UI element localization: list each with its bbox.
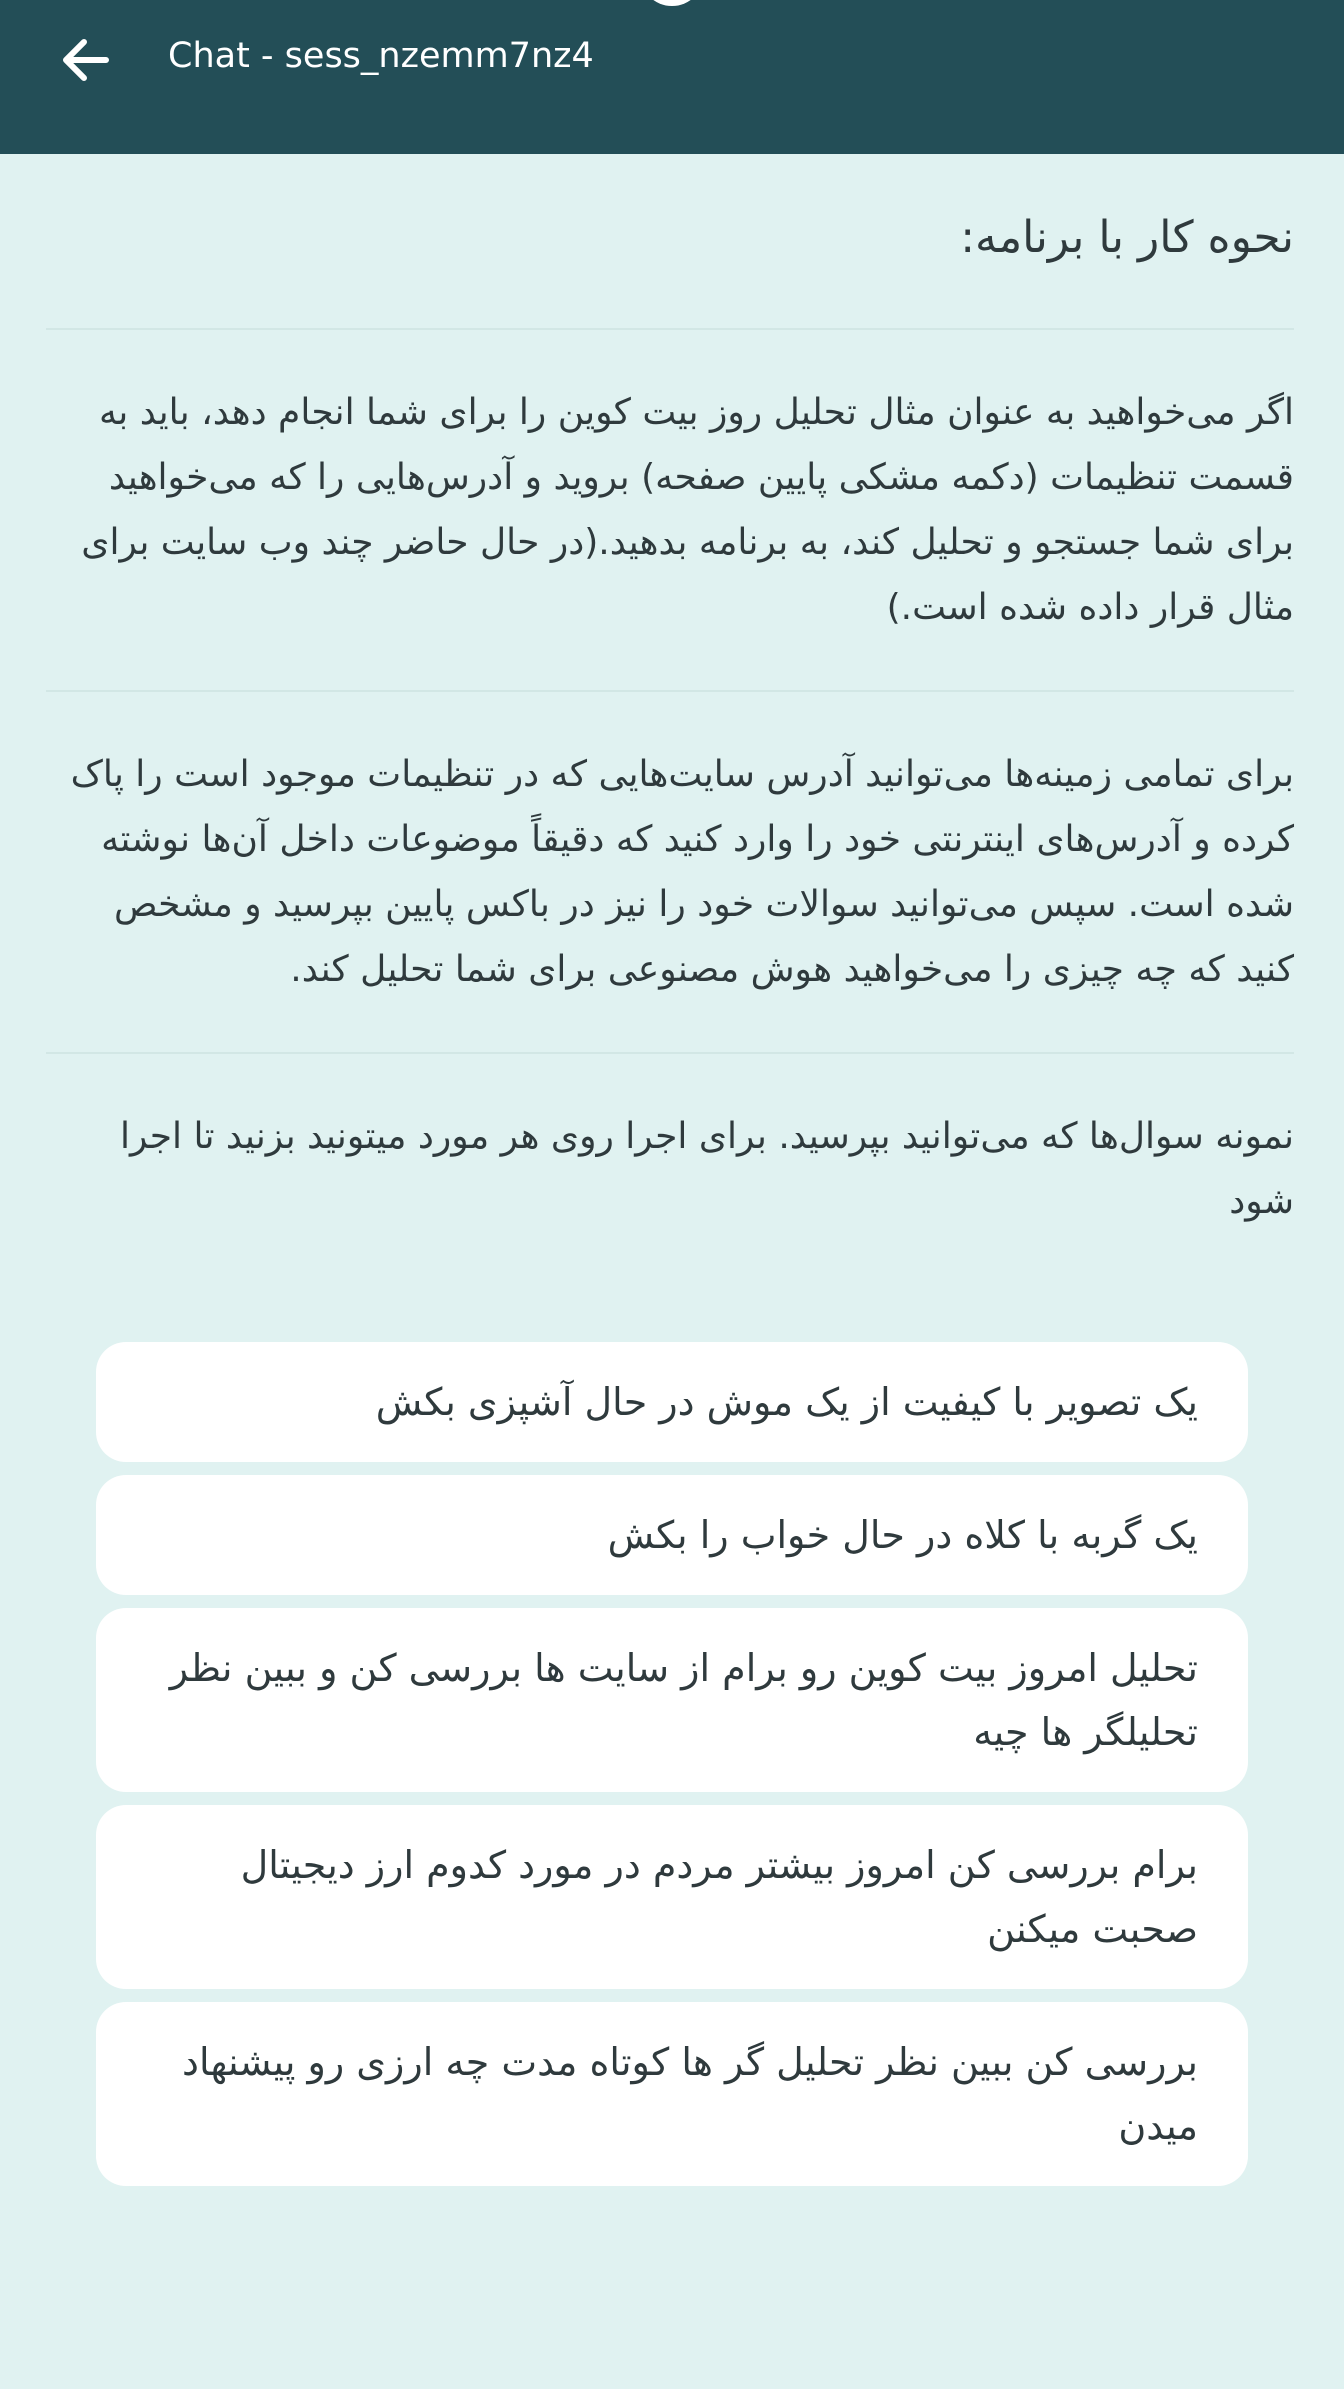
example-prompt-card[interactable]: بررسی کن ببین نظر تحلیل گر ها کوتاه مدت چه ارزی رو پیشنهاد میدن xyxy=(96,2002,1248,2186)
example-prompt-card[interactable]: برام بررسی کن امروز بیشتر مردم در مورد کدوم ارز دیجیتال صحبت میکنن xyxy=(96,1805,1248,1989)
divider xyxy=(46,690,1294,692)
app-header xyxy=(0,0,1344,154)
example-prompt-card[interactable]: یک تصویر با کیفیت از یک موش در حال آشپزی بکش xyxy=(96,1342,1248,1462)
arrow-left-icon xyxy=(56,32,112,88)
back-button[interactable] xyxy=(44,20,124,100)
example-prompt-card[interactable]: تحلیل امروز بیت کوین رو برام از سایت ها بررسی کن و ببین نظر تحلیلگر ها چیه xyxy=(96,1608,1248,1792)
example-prompt-card[interactable]: یک گربه با کلاه در حال خواب را بکش xyxy=(96,1475,1248,1595)
divider xyxy=(46,328,1294,330)
example-prompts-list xyxy=(96,1342,1248,2199)
divider xyxy=(46,1052,1294,1054)
intro-section xyxy=(46,154,1294,1234)
intro-heading: نحوه کار با برنامه: xyxy=(960,212,1294,263)
intro-paragraph-sites: برای تمامی زمینه‌ها می‌توانید آدرس سایت‌هایی که در تنظیمات موجود است را پاک کرده و آدرس‌های اینترنتی خود را وارد کنید که دقیقاً موضوعات داخل آن‌ها نوشته شده است. سپس می‌توانید سوالات خود را نیز در باکس پایین بپرسید و مشخص کنید که چه چیزی را می‌خواهید هوش مصنوعی برای شما تحلیل کند. xyxy=(70,754,1294,990)
intro-paragraph-settings: اگر می‌خواهید به عنوان مثال تحلیل روز بیت کوین را برای شما انجام دهد، باید به قسمت تنظیمات (دکمه مشکی پایین صفحه) بروید و آدرس‌هایی را که می‌خواهید برای شما جستجو و تحلیل کند، به برنامه بدهید.(در حال حاضر چند وب سایت برای مثال قرار داده شده است.) xyxy=(81,392,1294,628)
page-title: Chat - sess_nzemm7nz4 xyxy=(168,36,594,76)
status-notch xyxy=(640,0,704,6)
intro-paragraph-examples: نمونه سوال‌ها که می‌توانید بپرسید. برای اجرا روی هر مورد میتونید بزنید تا اجرا شود xyxy=(119,1116,1294,1222)
